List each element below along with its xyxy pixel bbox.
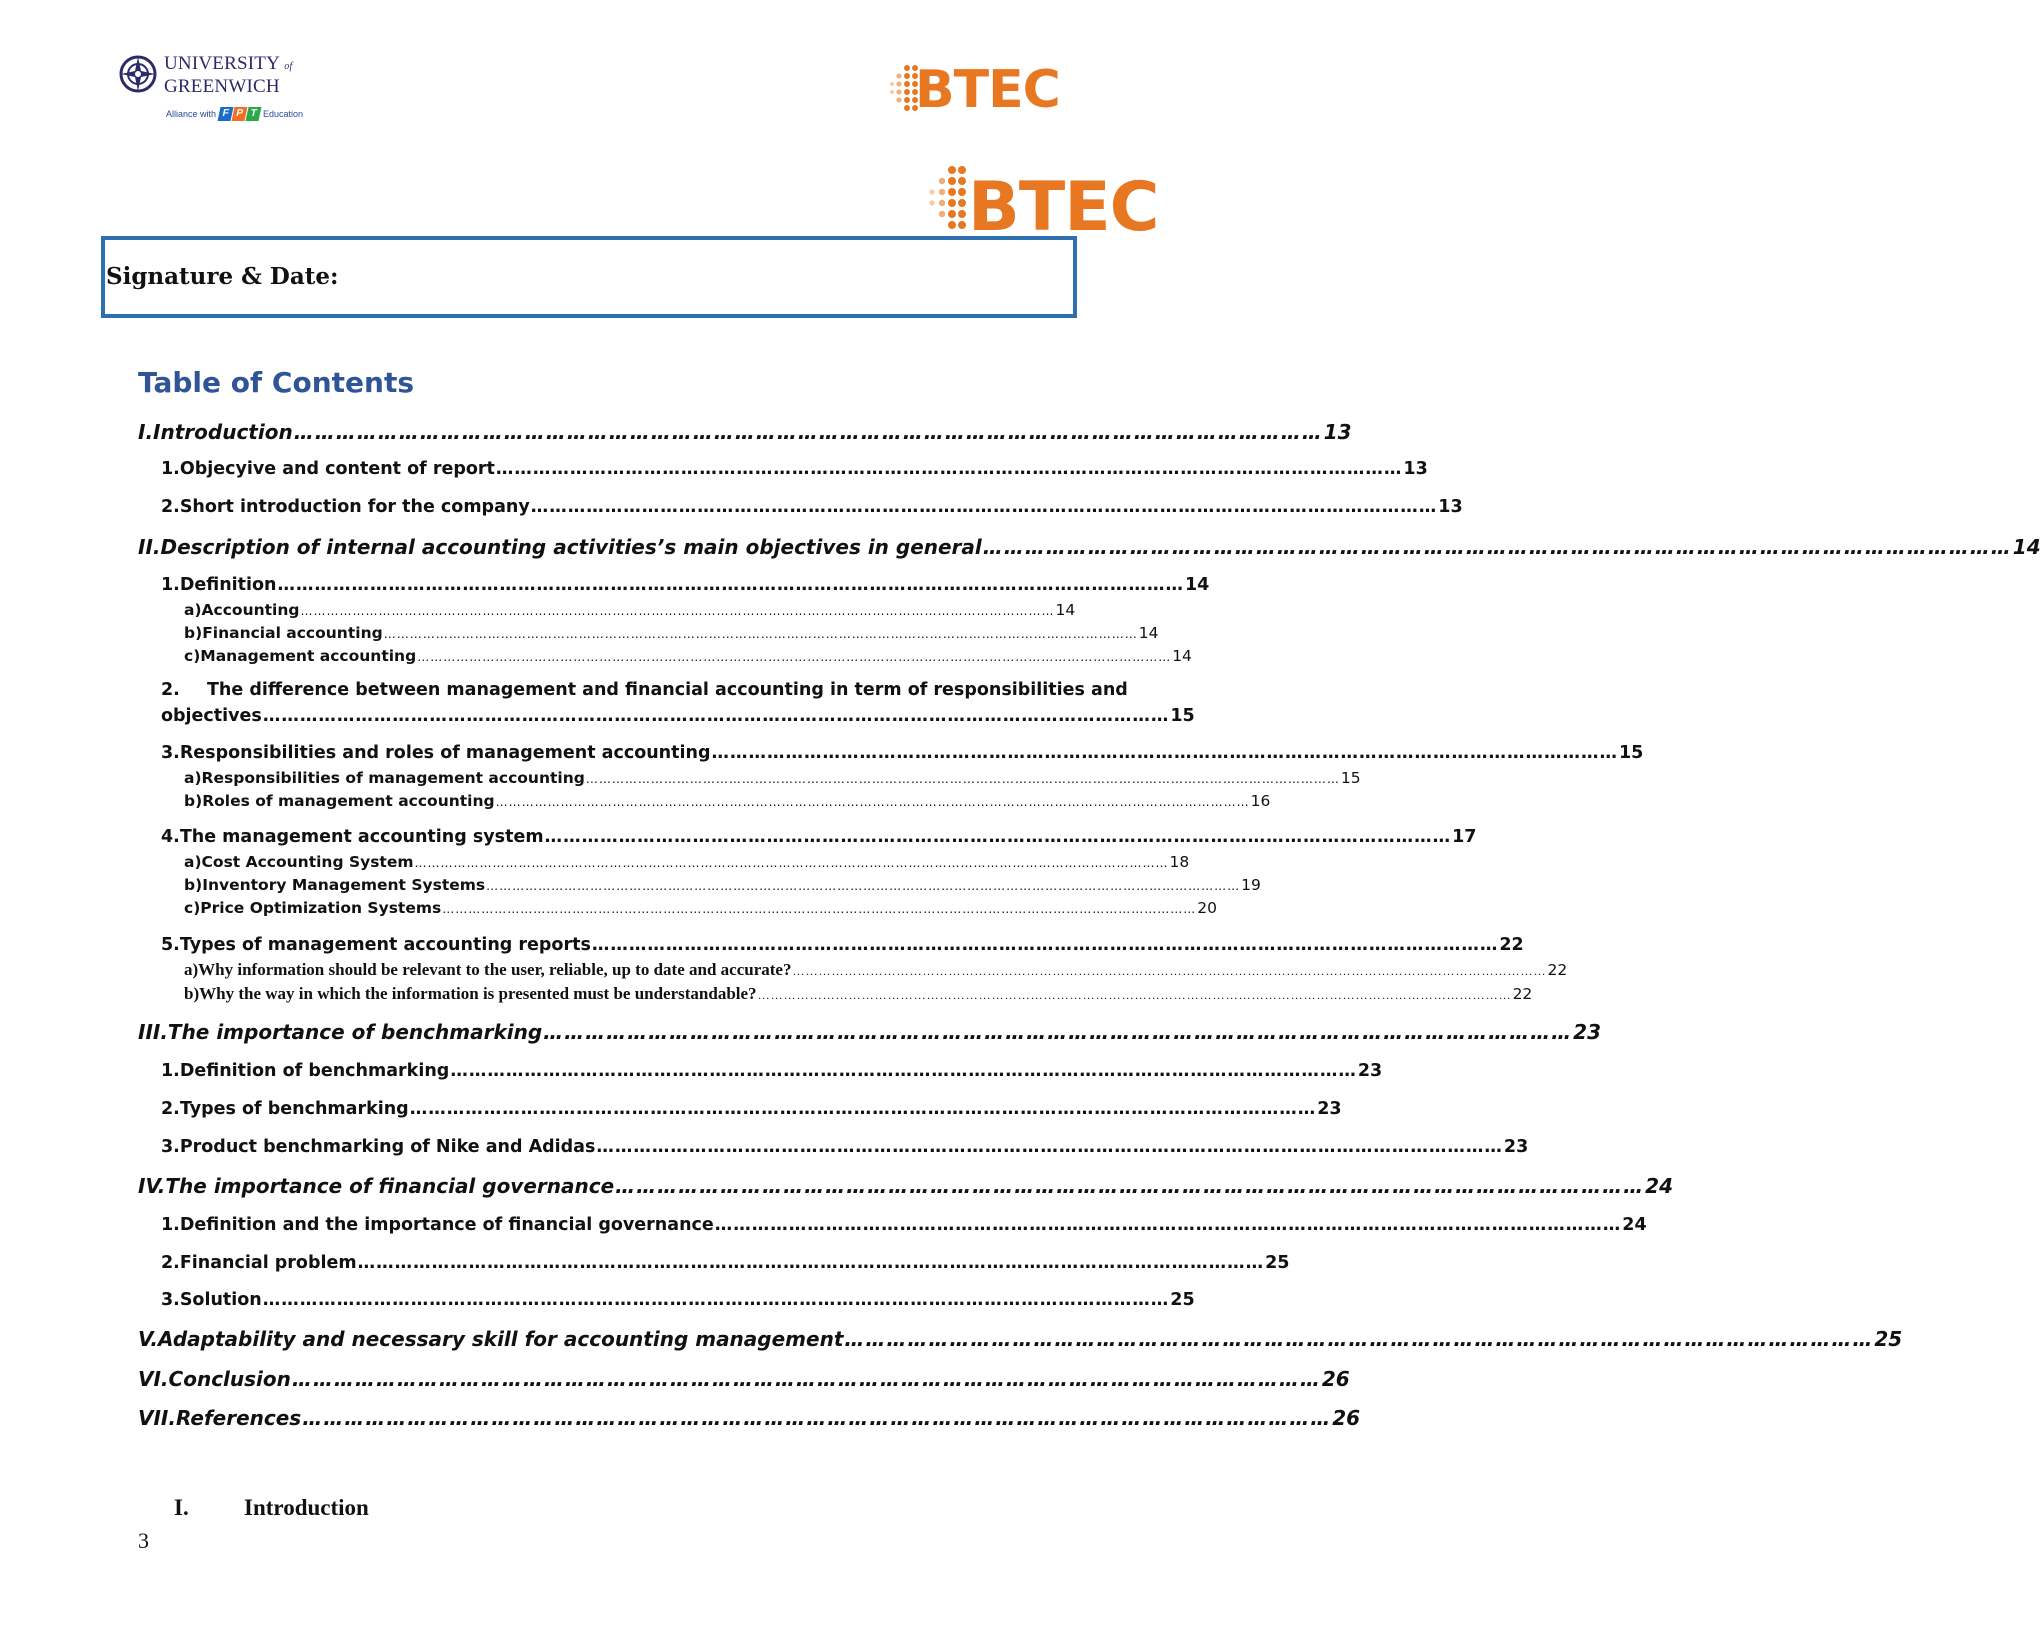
toc-number: 1. [161, 1061, 180, 1081]
toc-text: Objecyive and content of report [179, 459, 495, 479]
toc-text: Financial problem [179, 1253, 357, 1273]
toc-text: Types of benchmarking [179, 1099, 409, 1119]
toc-text: References [175, 1406, 302, 1430]
toc-page: 20 [1197, 899, 1217, 917]
toc-number: IV. [138, 1174, 166, 1198]
toc-entry[interactable] [161, 935, 1524, 955]
toc-text: Types of management accounting reports [179, 935, 591, 955]
toc-page: 25 [1170, 1290, 1195, 1310]
toc-entry[interactable] [161, 1253, 1290, 1273]
toc-leader: ………………………………………………………………………………………………………………………………… [530, 497, 1438, 517]
toc-leader: ………………………………………………………………………………………………………………………………… [543, 1020, 1573, 1044]
toc-leader: ………………………………………………………………………………………………………………………………… [591, 935, 1499, 955]
toc-leader: ………………………………………………………………………………………………………………………………………………………… [414, 856, 1169, 870]
toc-page: 26 [1332, 1406, 1361, 1430]
section-title: Introduction [244, 1495, 369, 1520]
toc-entry[interactable] [184, 899, 1217, 917]
toc-number: VI. [138, 1367, 169, 1391]
toc-leader: ………………………………………………………………………………………………………………………………………………………… [383, 627, 1138, 641]
toc-number: b) [184, 984, 200, 1003]
toc-text: Description of internal accounting activities’s main objectives in general [160, 535, 982, 559]
toc-page: 14 [2012, 535, 2041, 559]
alliance-prefix: Alliance with [166, 109, 217, 119]
toc-page: 22 [1547, 961, 1568, 979]
toc-leader: ………………………………………………………………………………………………………………………………… [596, 1137, 1503, 1157]
alliance-line [166, 107, 303, 121]
toc-leader: ………………………………………………………………………………………………………………………………………………………… [792, 964, 1547, 978]
toc-number: III. [138, 1020, 168, 1044]
toc-page: 14 [1172, 647, 1192, 665]
toc-leader: ………………………………………………………………………………………………………………………………… [495, 459, 1403, 479]
toc-text: Accounting [201, 601, 300, 619]
toc-page: 25 [1265, 1253, 1290, 1273]
toc-number: 1. [161, 575, 180, 595]
toc-title: Table of Contents [138, 366, 415, 399]
toc-number: c) [184, 899, 201, 917]
toc-text: Definition [179, 575, 277, 595]
university-of: of [284, 61, 293, 72]
fpt-letter-p: P [232, 107, 248, 121]
toc-number: VII. [138, 1406, 176, 1430]
toc-entry[interactable] [184, 647, 1192, 665]
toc-leader: ………………………………………………………………………………………………………………………………… [409, 1099, 1317, 1119]
fpt-logo [219, 107, 260, 121]
toc-text: Introduction [153, 420, 293, 444]
toc-page: 22 [1512, 985, 1533, 1003]
toc-number: 1. [161, 1215, 180, 1235]
toc-text: Why the way in which the information is presented must be understandable? [199, 984, 757, 1003]
toc-leader: ………………………………………………………………………………………………………………………………… [277, 575, 1184, 595]
toc-text: Product benchmarking of Nike and Adidas [179, 1137, 596, 1157]
toc-number: 2. [161, 680, 180, 700]
toc-leader: ………………………………………………………………………………………………………………………………… [450, 1061, 1357, 1081]
toc-number: 2. [161, 1099, 180, 1119]
toc-number: 2. [161, 497, 180, 517]
toc-page: 14 [1185, 575, 1210, 595]
toc-page: 14 [1138, 624, 1159, 642]
toc-number: V. [138, 1327, 158, 1351]
toc-number: b) [184, 876, 203, 894]
toc-text-line1: The difference between management and financial accounting in term of responsibilities and [207, 680, 1128, 700]
toc-leader: ………………………………………………………………………………………………………………………………… [544, 827, 1452, 847]
toc-entry[interactable] [161, 1099, 1342, 1119]
toc-text: Definition of benchmarking [179, 1061, 450, 1081]
toc-text: Financial accounting [202, 624, 383, 642]
toc-leader: ………………………………………………………………………………………………………………………………………………………… [417, 650, 1172, 664]
toc-entry[interactable] [184, 624, 1159, 642]
toc-text: Responsibilities and roles of management accounting [179, 743, 711, 763]
toc-number: 3. [161, 743, 180, 763]
toc-page: 24 [1622, 1215, 1647, 1235]
toc-entry[interactable] [161, 497, 1463, 517]
toc-text: Conclusion [168, 1367, 291, 1391]
toc-text-line2: objectives [161, 706, 262, 726]
btec-logo: BTEC [915, 60, 1060, 120]
toc-number: 3. [161, 1290, 180, 1310]
toc-text: Roles of management accounting [202, 792, 495, 810]
toc-leader: ………………………………………………………………………………………………………………………………… [844, 1327, 1874, 1351]
toc-number: b) [184, 624, 203, 642]
toc-entry[interactable] [138, 420, 1352, 444]
toc-page: 25 [1874, 1327, 1903, 1351]
toc-page: 15 [1619, 743, 1644, 763]
university-line1: UNIVERSITY [164, 53, 280, 74]
page-number: 3 [138, 1528, 149, 1553]
toc-leader: ………………………………………………………………………………………………………………………………… [262, 706, 1170, 726]
toc-text: The importance of financial governance [165, 1174, 615, 1198]
toc-leader: ………………………………………………………………………………………………………………………………… [291, 1367, 1321, 1391]
toc-entry-wrapped[interactable] [161, 680, 1195, 726]
signature-label: Signature & Date: [106, 263, 339, 290]
toc-entry[interactable] [184, 792, 1271, 810]
toc-entry[interactable] [138, 1367, 1350, 1391]
toc-text: The importance of benchmarking [167, 1020, 543, 1044]
toc-entry[interactable] [161, 1137, 1529, 1157]
toc-leader: ………………………………………………………………………………………………………………………………………………………… [585, 772, 1340, 786]
toc-leader: ………………………………………………………………………………………………………………………………………………………… [495, 795, 1250, 809]
toc-page: 15 [1340, 769, 1361, 787]
toc-page: 13 [1403, 459, 1428, 479]
toc-page: 18 [1169, 853, 1190, 871]
toc-leader: ………………………………………………………………………………………………………………………………………………………… [757, 988, 1512, 1002]
section-number: I. [174, 1495, 189, 1520]
toc-number: c) [184, 647, 201, 665]
toc-leader: ………………………………………………………………………………………………………………………………………………………… [486, 879, 1241, 893]
toc-entry[interactable] [161, 743, 1644, 763]
toc-entry[interactable] [184, 601, 1076, 619]
toc-text: The management accounting system [179, 827, 544, 847]
toc-page: 23 [1357, 1061, 1383, 1081]
greenwich-crest-icon [118, 54, 158, 94]
toc-text: Price Optimization Systems [200, 899, 442, 917]
toc-number: 4. [161, 827, 180, 847]
toc-leader: ………………………………………………………………………………………………………………………………………………………… [442, 902, 1197, 916]
toc-entry[interactable] [184, 853, 1190, 871]
toc-text: Definition and the importance of financial governance [179, 1215, 714, 1235]
toc-page: 14 [1055, 601, 1076, 619]
toc-text: Management accounting [200, 647, 417, 665]
toc-text: Solution [179, 1290, 262, 1310]
toc-number: b) [184, 792, 203, 810]
toc-page: 17 [1452, 827, 1477, 847]
toc-number: II. [138, 535, 161, 559]
toc-page: 23 [1503, 1137, 1529, 1157]
toc-page: 19 [1241, 876, 1261, 894]
btec-dots-icon [928, 165, 968, 231]
toc-number: 1. [161, 459, 180, 479]
toc-entry[interactable] [161, 575, 1210, 595]
toc-text: Why information should be relevant to the user, reliable, up to date and accurate? [198, 960, 792, 979]
toc-page: 13 [1323, 420, 1352, 444]
toc-number: 5. [161, 935, 180, 955]
toc-leader: ………………………………………………………………………………………………………………………………… [302, 1406, 1332, 1430]
toc-page: 23 [1573, 1020, 1601, 1044]
toc-page: 26 [1321, 1367, 1350, 1391]
toc-number: 2. [161, 1253, 180, 1273]
toc-number: a) [184, 853, 202, 871]
alliance-suffix: Education [263, 109, 304, 119]
toc-entry[interactable] [184, 876, 1261, 894]
toc-page: 15 [1170, 706, 1195, 726]
toc-leader: ………………………………………………………………………………………………………………………………… [293, 420, 1323, 444]
toc-number: 3. [161, 1137, 180, 1157]
university-line2: GREENWICH [164, 76, 280, 97]
toc-leader: ………………………………………………………………………………………………………………………………… [711, 743, 1618, 763]
toc-text: Inventory Management Systems [202, 876, 486, 894]
toc-entry[interactable] [138, 1174, 1674, 1198]
btec-logo: BTEC [968, 168, 1159, 247]
toc-entry[interactable] [184, 984, 1533, 1004]
fpt-letter-t: T [246, 107, 262, 121]
toc-leader: ………………………………………………………………………………………………………………………………………………………… [300, 604, 1055, 618]
toc-number: a) [184, 601, 202, 619]
toc-entry[interactable] [138, 1327, 1903, 1351]
toc-leader: ………………………………………………………………………………………………………………………………… [615, 1174, 1645, 1198]
toc-entry[interactable] [184, 769, 1361, 787]
toc-leader: ………………………………………………………………………………………………………………………………… [357, 1253, 1265, 1273]
university-wordmark [164, 54, 292, 97]
toc-entry[interactable] [138, 1020, 1601, 1044]
toc-text: Short introduction for the company [179, 497, 530, 517]
toc-page: 22 [1499, 935, 1524, 955]
toc-entry[interactable] [138, 535, 2041, 559]
toc-entry[interactable] [161, 1290, 1195, 1310]
toc-leader: ………………………………………………………………………………………………………………………………… [982, 535, 2012, 559]
toc-leader: ………………………………………………………………………………………………………………………………… [262, 1290, 1170, 1310]
toc-number: a) [184, 769, 202, 787]
toc-entry[interactable] [184, 960, 1568, 980]
toc-entry[interactable] [161, 1061, 1383, 1081]
toc-text: Cost Accounting System [201, 853, 414, 871]
toc-entry[interactable] [138, 1406, 1361, 1430]
toc-page: 23 [1317, 1099, 1342, 1119]
toc-leader: ………………………………………………………………………………………………………………………………… [714, 1215, 1622, 1235]
toc-page: 13 [1438, 497, 1463, 517]
section-heading [174, 1495, 369, 1521]
toc-number: a) [184, 960, 199, 979]
toc-page: 24 [1645, 1174, 1674, 1198]
toc-text: Adaptability and necessary skill for accounting management [157, 1327, 844, 1351]
fpt-letter-f: F [218, 107, 234, 121]
toc-entry[interactable] [161, 827, 1477, 847]
toc-entry[interactable] [161, 459, 1428, 479]
toc-text: Responsibilities of management accounting [201, 769, 585, 787]
toc-entry[interactable] [161, 1215, 1647, 1235]
toc-number: I. [138, 420, 154, 444]
toc-page: 16 [1250, 792, 1271, 810]
